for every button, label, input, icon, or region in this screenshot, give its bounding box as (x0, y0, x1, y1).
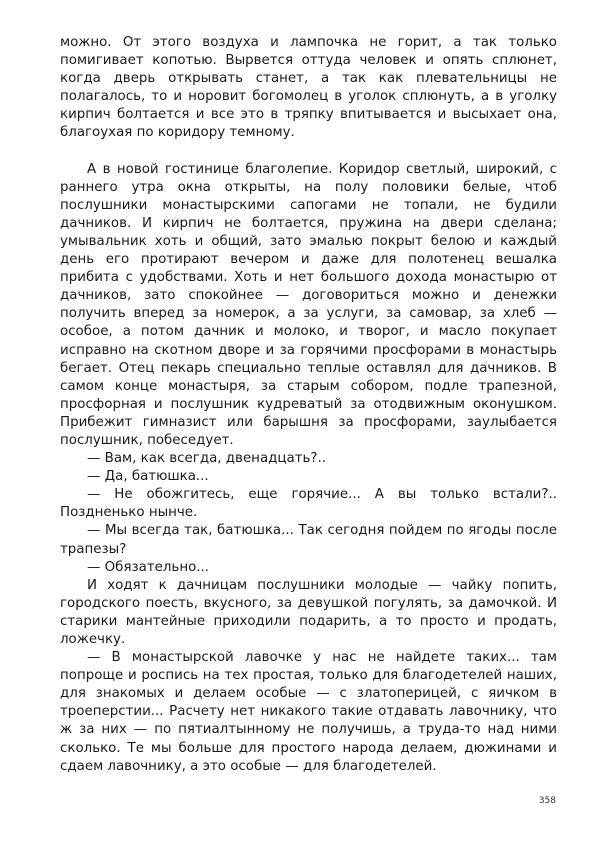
dialogue-line: — Обязательно... (87, 559, 210, 575)
page-number: 358 (538, 796, 556, 806)
dialogue-line: — В монастырской лавочке у нас не найдете таких... там попроще и роспись на тех простая, только для благодетелей наших, для знакомых и делаем особые — с златоперицей, с яичком в троеперстии... Расчету нет никакого такие отдавать лавочнику, что ж за них — по пятиалтынному не получишь, а труда-то над ними сколько. Те мы больше для простого народа делаем, дюжинами и сдаем лавочнику, а это особые — для благодетелей. (60, 650, 557, 774)
paragraph-gap (60, 143, 557, 161)
dialogue-line: — Не обожгитесь, еще горячие... А вы только встали?.. Поздненько нынче. (60, 487, 557, 521)
page-body (60, 34, 557, 776)
dialogue-line: — Мы всегда так, батюшка... Так сегодня пойдем по ягоды после трапезы? (60, 523, 557, 557)
paragraph: можно. От этого воздуха и лампочка не горит, а так только помигивает копотью. Вырвется оттуда человек и опять сплюнет, когда дверь открывать станет, а так как плевательницы не полагалось, то и норовит богомолец в уголок сплюнуть, а в уголку кирпич болтается и все это в тряпку впитывается и высыхает она, благоухая по коридору темному. (60, 35, 557, 141)
paragraph: А в новой гостинице благолепие. Коридор светлый, широкий, с раннего утра окна открыты, на полу половики белые, чтоб послушники монастырскими сапогами не топали, не будили дачников. И кирпич не болтается, пружина на двери сделана; умывальник хоть и общий, зато эмалью покрыт белою и каждый день его протирают вечером и даже для полотенец вешалка прибита с удобствами. Хоть и нет большого дохода монастырю от дачников, зато спокойнее — договориться можно и денежки получить вперед за номерок, а за услуги, за самовар, за хлеб — особое, а потом дачник и молоко, и творог, и масло покупает исправно на скотном дворе и за горячими просфорами в монастырь бегает. Отец пекарь специально теплые оставлял для дачников. В самом конце монастыря, за старым собором, подле трапезной, просфорная и послушник кудреватый за отодвижным оконушком. Прибежит гимназист или барышня за просфорами, заулыбается послушник, побеседует. (60, 161, 557, 448)
dialogue-line: — Вам, как всегда, двенадцать?.. (87, 451, 327, 467)
paragraph: И ходят к дачницам послушники молодые — чайку попить, городского поесть, вкусного, за девушкой погулять, за дамочкой. И старики мантейные приходили подарить, а то просто и продать, ложечку. (60, 577, 557, 647)
dialogue-line: — Да, батюшка... (87, 469, 209, 485)
